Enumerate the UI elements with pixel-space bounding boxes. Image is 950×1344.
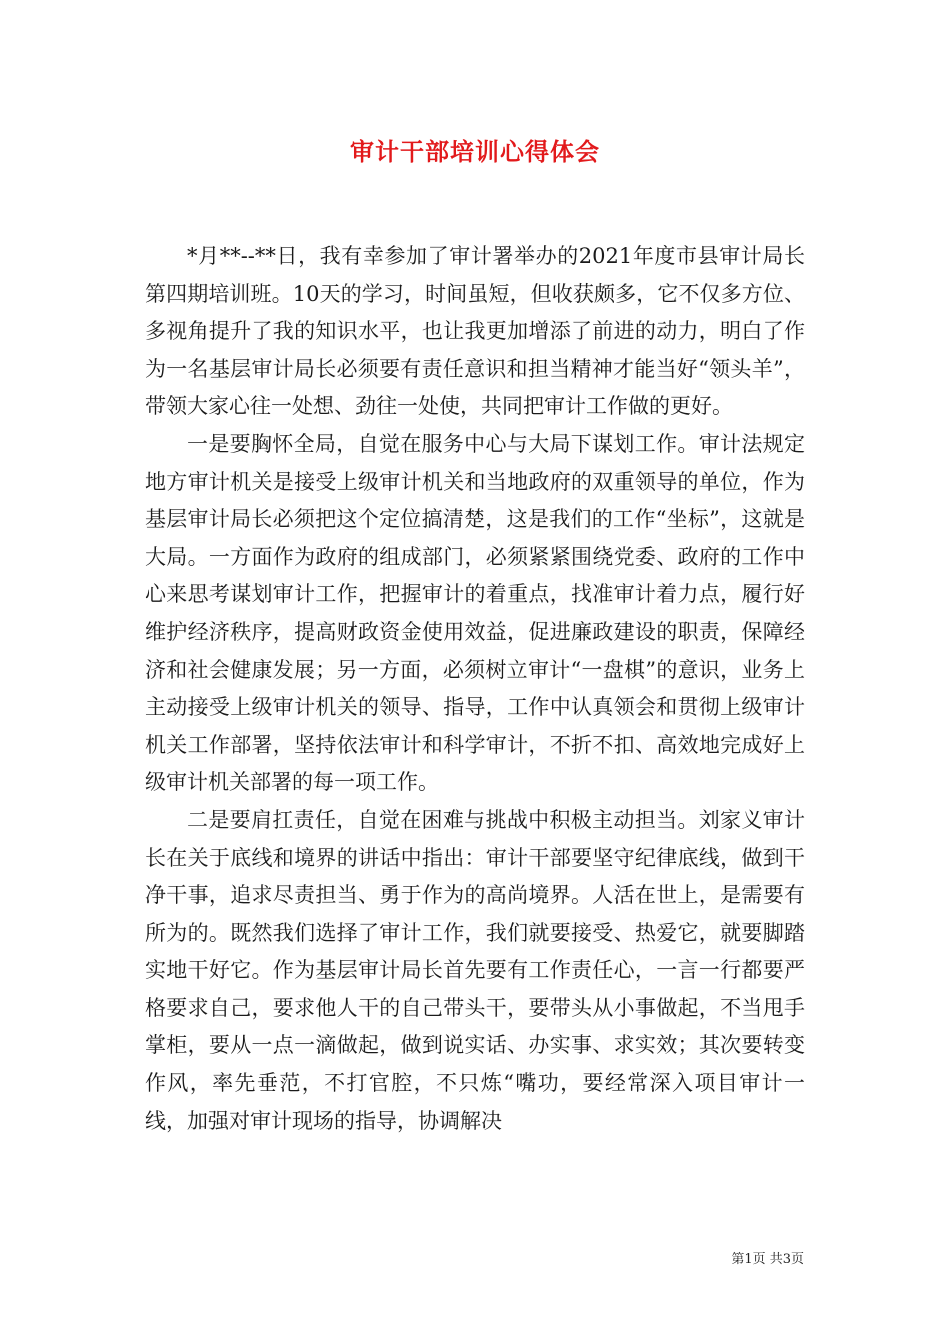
page-number: 第1页 共3页 (731, 1252, 804, 1267)
paragraph-point-two: 二是要肩扛责任，自觉在困难与挑战中积极主动担当。刘家义审计长在关于底线和境界的讲话中指出：审计干部要坚守纪律底线，做到干净干事，追求尽责担当、勇于作为的高尚境界。人活在世上，是需要有所为的。既然我们选择了审计工作，我们就要接受、热爱它，就要脚踏实地干好它。作为基层审计局长首先要有工作责任心，一言一行都要严格要求自己，要求他人干的自己带头干，要带头从小事做起，不当甩手掌柜，要从一点一滴做起，做到说实话、办实事、求实效；其次要转变作风，率先垂范，不打官腔，不只炼“嘴功，要经常深入项目审计一线，加强对审计现场的指导，协调解决 (145, 807, 805, 1133)
document-title: 审计干部培训心得体会 (350, 137, 600, 166)
document-body (145, 238, 805, 1140)
paragraph-intro: *月**--**日，我有幸参加了审计署举办的2021年度市县审计局长第四期培训班。10天的学习，时间虽短，但收获颇多，它不仅多方位、多视角提升了我的知识水平，也让我更加增添了前进的动力，明白了作为一名基层审计局长必须要有责任意识和担当精神才能当好“领头羊”，带领大家心往一处想、劲往一处使，共同把审计工作做的更好。 (145, 244, 805, 419)
paragraph-point-one: 一是要胸怀全局，自觉在服务中心与大局下谋划工作。审计法规定地方审计机关是接受上级审计机关和当地政府的双重领导的单位，作为基层审计局长必须把这个定位搞清楚，这是我们的工作“坐标”，这就是大局。一方面作为政府的组成部门，必须紧紧围绕党委、政府的工作中心来思考谋划审计工作，把握审计的着重点，找准审计着力点，履行好维护经济秩序，提高财政资金使用效益，促进廉政建设的职责，保障经济和社会健康发展；另一方面，必须树立审计“一盘棋”的意识，业务上主动接受上级审计机关的领导、指导，工作中认真领会和贯彻上级审计机关工作部署，坚持依法审计和科学审计，不折不扣、高效地完成好上级审计机关部署的每一项工作。 (145, 431, 805, 795)
